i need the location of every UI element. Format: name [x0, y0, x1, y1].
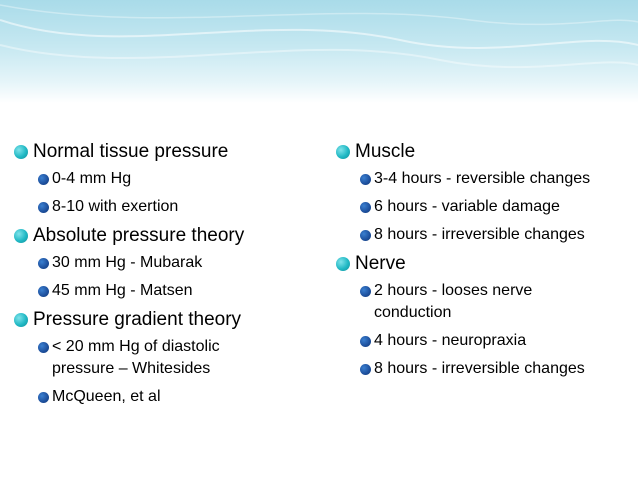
bullet-normal-tissue-pressure — [14, 140, 324, 164]
sub-bullet — [14, 386, 324, 408]
sub-bullet-text: McQueen, et al — [52, 388, 161, 405]
sub-bullet-text: 30 mm Hg - Mubarak — [52, 254, 203, 271]
sub-bullet — [336, 196, 604, 218]
sub-bullet — [14, 196, 324, 218]
sub-bullet — [14, 168, 324, 190]
sub-bullet-text: < 20 mm Hg of diastolic pressure – Whitesides — [52, 338, 220, 377]
sub-bullet-icon — [360, 364, 371, 375]
sub-bullet-text: 0-4 mm Hg — [52, 170, 132, 187]
sub-bullet-icon — [360, 336, 371, 347]
sub-bullet-icon — [38, 202, 49, 213]
bullet-label: Normal tissue pressure — [33, 141, 229, 162]
sub-bullet-text: 45 mm Hg - Matsen — [52, 282, 193, 299]
sub-bullet-icon — [38, 392, 49, 403]
bullet-nerve — [336, 252, 616, 276]
sub-bullet — [336, 168, 604, 190]
sub-bullet-icon — [38, 174, 49, 185]
bullet-icon — [14, 313, 28, 327]
sub-bullet — [336, 280, 604, 324]
sub-bullet — [14, 252, 324, 274]
sub-bullet-text: 2 hours - looses nerve conduction — [374, 282, 533, 321]
bullet-label: Pressure gradient theory — [33, 309, 242, 330]
sub-bullet-text: 3-4 hours - reversible changes — [374, 170, 591, 187]
bullet-label: Muscle — [355, 141, 416, 162]
left-column — [14, 140, 324, 414]
bullet-absolute-pressure-theory — [14, 224, 324, 248]
sub-bullet-icon — [360, 202, 371, 213]
sub-bullet-text: 8-10 with exertion — [52, 198, 179, 215]
sub-bullet-icon — [38, 342, 49, 353]
header-band — [0, 0, 638, 103]
sub-bullet-icon — [38, 286, 49, 297]
sub-bullet-text: 6 hours - variable damage — [374, 198, 560, 215]
sub-bullet-text: 8 hours - irreversible changes — [374, 360, 585, 377]
sub-bullet-icon — [360, 174, 371, 185]
bullet-icon — [14, 229, 28, 243]
bullet-label: Absolute pressure theory — [33, 225, 245, 246]
sub-bullet — [336, 358, 604, 380]
sub-bullet-icon — [360, 286, 371, 297]
sub-bullet-text: 4 hours - neuropraxia — [374, 332, 527, 349]
sub-bullet — [14, 336, 282, 380]
bullet-label: Nerve — [355, 253, 406, 274]
bullet-pressure-gradient-theory — [14, 308, 324, 332]
bullet-icon — [336, 145, 350, 159]
sub-bullet — [336, 330, 604, 352]
right-column — [336, 140, 616, 386]
header-wave-decoration — [0, 0, 638, 103]
sub-bullet — [14, 280, 324, 302]
bullet-icon — [14, 145, 28, 159]
bullet-icon — [336, 257, 350, 271]
sub-bullet-text: 8 hours - irreversible changes — [374, 226, 585, 243]
sub-bullet-icon — [38, 258, 49, 269]
sub-bullet-icon — [360, 230, 371, 241]
bullet-muscle — [336, 140, 616, 164]
sub-bullet — [336, 224, 604, 246]
